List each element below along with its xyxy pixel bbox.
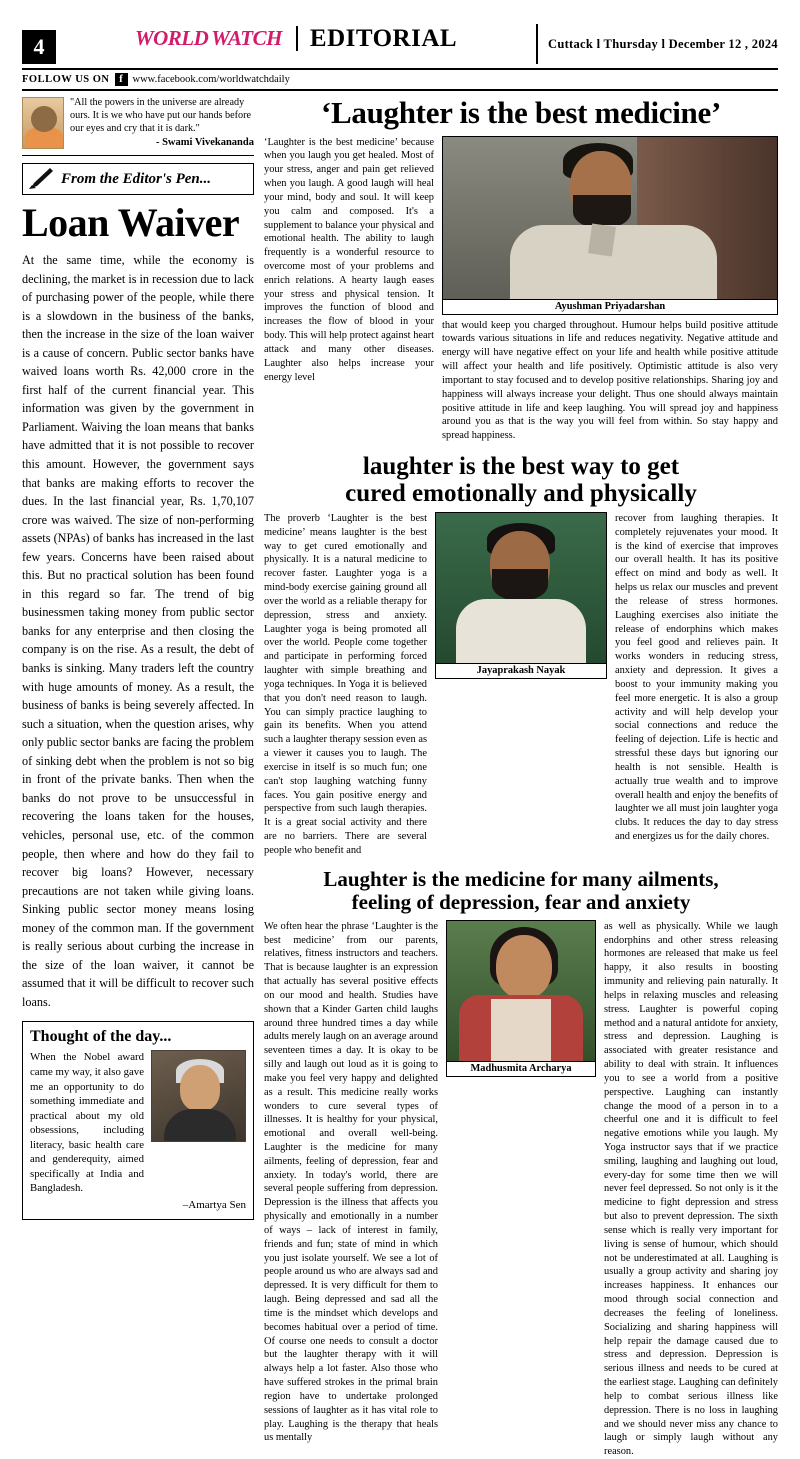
editorial-body-text: At the same time, while the economy is declining, the market is in recession due to lack of purchasing power of the people, while there is a slowdown in the business of the banks, then the increase in the size of the loan waiver is a cause of concern. Public sector banks have waived loans worth Rs. 42,000 crore in the first half of the current financial year. This information was given by the government in Parliament. Waiving the loan means that banks have admitted that it is not possible to recover this amount. However, the government says that banks are making efforts to recover the dues. In the last financial year, Rs. 1,70,107 crore was waived. The size of non-performing assets (NPAs) of banks has increased in the last few years. Concerns have been raised about this. But no practical solution has been found in this regard so far. The trend of big businessmen taking money from public sector banks for any enterprise and then closing the company is on the rise. As a result, the debt of banks is sinking. Many traders left the country with huge amounts of money. As a result, the business of banks is being severely affected. In such a situation, when the question arises, why only public sector banks are facing the problem of sinking debt when the problem is not so big in front of the private banks. Then when the banks do not prove to be unsuccessful in recovering the loans taken for the houses, vehicles, personal use, etc. of the common people, then where and how do they fail to recover big loans? However, necessary precautions are not taken while giving loans. Sinking public sector money means losing money of the common man. If the government is really serious about curbing the increase in the size of the loan waiver, it cannot be assumed that it will be difficult to recover such loans. <box>22 253 254 1009</box>
facebook-icon[interactable]: f <box>115 73 128 86</box>
dateline-block <box>536 24 778 64</box>
article1-col1 <box>264 136 434 385</box>
article2-headline <box>264 453 778 507</box>
page-number: 4 <box>22 30 56 64</box>
article2-col2 <box>615 512 778 844</box>
amartya-sen-photo <box>151 1050 246 1142</box>
article3-col1 <box>264 920 438 1445</box>
ayushman-priyadarshan-photo <box>443 137 777 299</box>
quote-box <box>22 97 254 156</box>
article3-col2-text: as well as physically. While we laugh endorphins and other stress releasing hormones are released that make us feel happy, it also results in boosting immunity and relieving pain naturally. It helps in relaxing muscles and releasing stress. Laughter is powerful coping method and a natural antidote for anxiety, stress and depression. Laughing is associated with greater resistance and ability to deal with strain. It influences you to see a world from a positive perspective. Laughing can instantly change the mood of a person in to a cheerful one and it is difficult to feel negative emotions while you laugh. My Yoga instructor says that if we practice smiling, laughing and laughing out loud, every-day for some time then we will never feel depressed. So not only is it the medicine to fight depression and stress but also to prevent depression. The sixth sense which is really very important for living is sense of humour, which should not be underestimated at all. Laughing is usually a group activity and sharing joy increases happiness. It enhances our mood through social connection and decreases the feeling of loneliness. Socializing and sharing happiness will help repair the damage caused due to stress and depression. Depression is serious illness and needs to be cured at the earliest stage. Laughing can definitely help to combat serious illness like depression. There is no loss in laughing and we should never miss any chance to laugh or simply laugh without any reason. <box>604 920 778 1458</box>
ayushman-priyadarshan-photo-box <box>442 136 778 315</box>
article2 <box>264 512 778 858</box>
article2-col2-text: recover from laughing therapies. It completely rejuvenates your mood. It is the kind of exercise that improves our overall health. It has its positive effect on mind and body as well. It helps us relax our muscles and prevent the release of stress hormones. Laughing exercises also initiate the release of endorphins which makes you feel good and relieves pain. It works wonders in reducing stress, anxiety and depression. It gives a boost to your immunity making you feel more energetic. It is also a group activity and will help develop your social connections and reduce the feeling of dejection. Life is hectic and stressful these days but ignoring our health is not sensible. Health is actually true wealth and to improve overall health and enjoy the benefits of laughter we all must join laughter yoga clubs. It reduces the day to day stress and energizes us for the daily chores. <box>615 513 778 843</box>
article2-col1-text: The proverb ‘Laughter is the best medicine’ means laughter is the best way to get cured emotionally and physically. It is a natural medicine to recover faster. Laughter yoga is a mind-body exercise gaining ground all over the world as a reliable therapy for depression, stress and anxiety. Laughter yoga is being promoted all over the world. People come together and participate in performing forced laughter with simple breathing and yoga techniques. In Yoga it is believed that you don't need reason to laugh. You can simply practice laughing to gain its benefits. When you attend such a laughter therapy session even as a viewer it causes you to laugh. The exercise in itself is so much fun; one can't stop laughing watching funny faces. You gain positive energy and perspective from such laugh therapies. It is a great social activity and there are no barriers. There are several people who benefit and <box>264 513 427 856</box>
logo-word-world: WORLD <box>134 26 209 50</box>
dateline: Cuttack l Thursday l December 12 , 2024 <box>548 36 778 51</box>
editorial-body <box>22 251 254 1011</box>
article1 <box>264 136 778 443</box>
thought-title: Thought of the day... <box>30 1028 172 1046</box>
masthead-logo <box>56 24 536 51</box>
thought-text: When the Nobel award came my way, it also gave me an opportunity to do something immediate and practical about my old obsessions, including literacy, basic health care and genderequity, aimed specifically at India and Bangladesh. <box>30 1051 144 1195</box>
section-title-block <box>296 26 457 51</box>
follow-bar <box>22 70 778 91</box>
article2-photo-caption: Jayaprakash Nayak <box>436 663 606 678</box>
article2-headline-line2: cured emotionally and physically <box>345 480 697 507</box>
article1-headline: ‘Laughter is the best medicine’ <box>321 95 721 130</box>
thought-of-the-day <box>22 1021 254 1220</box>
section-title: EDITORIAL <box>309 25 458 52</box>
article1-photo-caption: Ayushman Priyadarshan <box>443 299 777 314</box>
article1-col2 <box>442 319 778 443</box>
editors-pen-title: From the Editor's Pen... <box>61 170 212 187</box>
article1-col2-text: that would keep you charged throughout. Humour helps build positive attitude towards various situations in life and reduces negativity. Negative attitude and energy will have negative effect on your life and health while positive attitude will affect your health and life positively. Optimistic attitude is also very important to stay focused and to develop positive relationships. Sharing joy and happiness will always increase your delight. Thus one should always maintain positive attitude in life and keep laughing. You will spread joy and happiness around you as that is the way you will feel from within. So stay happy and spread happiness. <box>442 319 778 442</box>
article2-col1 <box>264 512 427 858</box>
article3-col2 <box>604 920 778 1459</box>
page-body <box>22 97 778 1459</box>
article3-photo-caption: Madhusmita Archarya <box>447 1061 595 1076</box>
article3-headline-line2: feeling of depression, fear and anxiety <box>351 890 691 915</box>
article1-col1-text: ‘Laughter is the best medicine’ because when you laugh you get healed. Most of your stress, anger and pain get relieved when you laugh. A good laugh will heal your mind, body and soul. It will keep you calm and composed. It's a supplement to balance your physical and emotional health. The ability to laugh frequently is a wonderful resource to overcome most of your problems and enrich relations. A hearty laugh eases your stress and physical tension. It improves the function of blood and increases the flow of blood in your body. This will help protect against heart attack and many other diseases. Laughter also helps increase your energy level <box>264 136 434 383</box>
quote-text: "All the powers in the universe are already ours. It is we who have put our hands before our eyes and cry that it is dark." <box>70 97 252 134</box>
editors-pen-header <box>22 163 254 195</box>
editorial-headline: Loan Waiver <box>22 200 240 245</box>
jayaprakash-nayak-photo <box>436 513 606 663</box>
logo-word-watch: WATCH <box>211 26 282 50</box>
facebook-url[interactable]: www.facebook.com/worldwatchdaily <box>132 74 290 85</box>
swami-vivekananda-portrait <box>22 97 64 149</box>
article3-col1-text: We often hear the phrase ‘Laughter is the best medicine’ from our parents, relatives, fitness instructors and teachers. That is because laughter is an expression that actually has several positive effects on our mood and health. Studies have shown that a Kinder Garten child laughs around three hundred times a day while adults merely laugh on an average around seventeen times a day. It is okay to be silly and laugh out loud as it is going to make you feel very happy and delighted as a result. This medicine really works wonders to cure several types of illnesses. It is healthy for your physical, emotional and overall well-being. Laughter is the medicine for many ailments, feeling of depression, fear and anxiety. In today's world, there are several people suffering from depression. Depression is the illness that affects you physically and emotionally in a number of ways – lack of interest in family, friends and fun; state of mind in which you just isolate yourself. We see a lot of people around us who are always sad and depressed. It is very difficult for them to laugh. Being depressed and sad all the time is the mindset which develops and becomes habitual over a period of time. Of course one needs to consult a doctor but the laughter therapy with it will always help a lot faster. Also those who have suffered strokes in the primal brain region have to undertake prolonged sessions of laughter as it has vital role to play. Laughing is the therapy that heals us mentally <box>264 920 438 1444</box>
madhusmita-archarya-photo <box>447 921 595 1061</box>
article2-headline-line1: laughter is the best way to get <box>362 453 680 480</box>
article3-headline <box>264 868 778 915</box>
article3 <box>264 920 778 1459</box>
pen-icon <box>29 168 55 190</box>
left-column <box>22 97 254 1459</box>
quote-author: - Swami Vivekananda <box>155 137 254 149</box>
right-column <box>264 97 778 1459</box>
madhusmita-archarya-photo-box <box>446 920 596 1077</box>
thought-signature: –Amartya Sen <box>182 1199 246 1212</box>
follow-label: FOLLOW US ON <box>22 74 110 85</box>
masthead <box>22 24 778 70</box>
jayaprakash-nayak-photo-box <box>435 512 607 679</box>
article3-headline-line1: Laughter is the medicine for many ailments, <box>323 866 719 891</box>
